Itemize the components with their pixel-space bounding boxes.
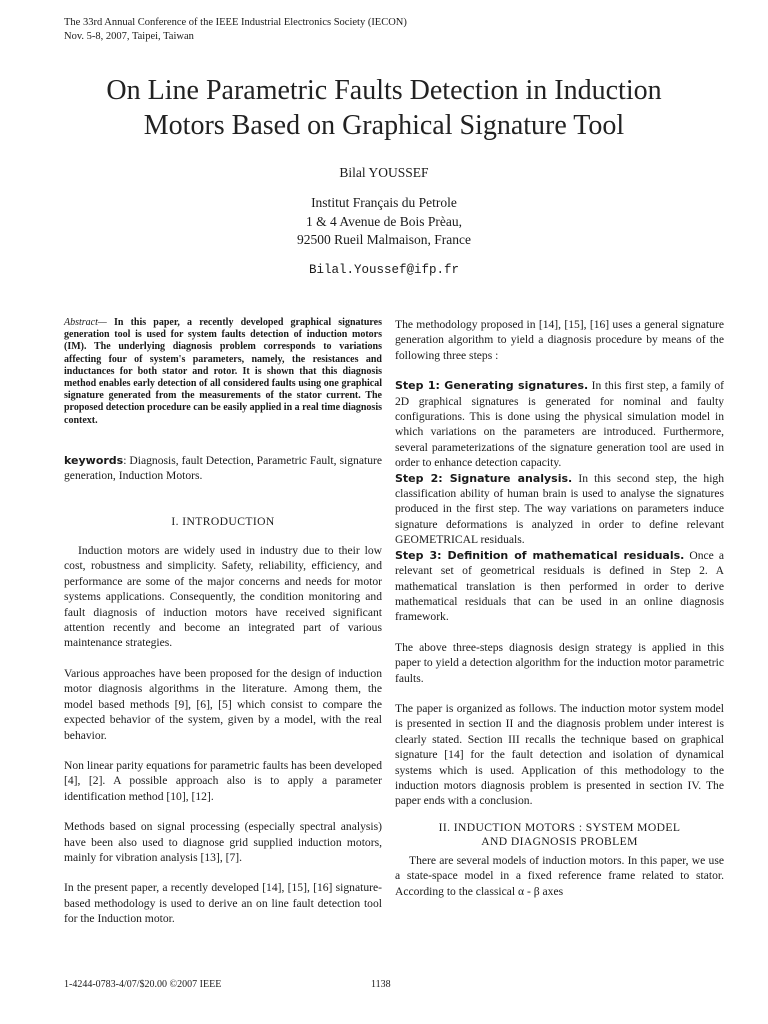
author-email: Bilal.Youssef@ifp.fr bbox=[308, 263, 460, 277]
section-heading-introduction: I. INTRODUCTION bbox=[171, 514, 275, 528]
summary-paragraph: The above three-steps diagnosis design strategy is applied in this paper to yield a detection algorithm for the induction motor parametric faults. bbox=[395, 640, 724, 685]
title-line-1: On Line Parametric Faults Detection in Induction bbox=[106, 75, 662, 106]
step-1-text: In this first step, a family of 2D graphical signatures is generated for nominal and faulty configurations. This is done using the physical simulation model in which variations on the parameters are introduced. Furthermore, several parameterizations of the signature generation tool are used in order to enhance detection capacity. bbox=[395, 379, 724, 470]
conference-header bbox=[64, 16, 407, 44]
paper-title bbox=[30, 73, 738, 143]
step-3 bbox=[395, 548, 724, 625]
step-1-label: Step 1: Generating signatures. bbox=[395, 379, 589, 393]
step-2-label: Step 2: Signature analysis. bbox=[395, 471, 573, 485]
step-3-text: Once a relevant set of geometrical residuals is defined in Step 2. A mathematical translation is then performed in order to derive mathematical residuals that can be used in an online diagnosis framework. bbox=[395, 548, 724, 624]
step-1 bbox=[395, 378, 724, 470]
intro-paragraph-2: Various approaches have been proposed for the design of induction motor diagnosis algorithms in the literature. Among them, the model based methods [9], [6], [5] which consist to compare the expected behavior of the system, given by a model, with the real behavior. bbox=[64, 666, 382, 742]
affiliation-street: 1 & 4 Avenue de Bois Prèau, bbox=[305, 213, 463, 229]
intro-paragraph-3: Non linear parity equations for parametric faults has been developed [4], [2]. A possible approach also is to apply a parameter identification method [10], [12]. bbox=[64, 758, 382, 803]
abstract-label: Abstract— bbox=[64, 317, 107, 328]
page-number: 1138 bbox=[371, 979, 391, 990]
section-heading-line-1: II. INDUCTION MOTORS : SYSTEM MODEL bbox=[438, 820, 681, 834]
step-2-text: In this second step, the high classification ability of human brain is used to analyse the signatures produced in the first step. The way variations on parameters induce signature deformations is analyzed in order to define relevant GEOMETRICAL residuals. bbox=[395, 471, 725, 547]
methodology-paragraph: The methodology proposed in [14], [15], [16] uses a general signature generation algorithm to yield a diagnosis procedure by means of the following three steps : bbox=[395, 318, 724, 362]
copyright-footer: 1-4244-0783-4/07/$20.00 ©2007 IEEE bbox=[64, 979, 222, 990]
step-2 bbox=[395, 471, 724, 548]
affiliation bbox=[0, 194, 768, 250]
affiliation-city: 92500 Rueil Malmaison, France bbox=[297, 232, 471, 247]
right-column bbox=[395, 317, 724, 899]
section-2-paragraph: There are several models of induction motors. In this paper, we use a state-space model in a fixed reference frame related to stator. According to the classical α - β axes bbox=[395, 853, 724, 898]
author-name: Bilal YOUSSEF bbox=[339, 165, 429, 180]
title-line-2: Motors Based on Graphical Signature Tool bbox=[143, 110, 625, 141]
abstract bbox=[64, 317, 382, 427]
conference-date: Nov. 5-8, 2007, Taipei, Taiwan bbox=[64, 31, 194, 42]
keywords-label: keywords bbox=[64, 453, 124, 467]
section-heading-line-2: AND DIAGNOSIS PROBLEM bbox=[481, 834, 638, 848]
intro-paragraph-4: Methods based on signal processing (especially spectral analysis) have been also used to diagnose grid supplied induction motors, mainly for vibration analysis [13], [7]. bbox=[64, 820, 382, 864]
abstract-text: In this paper, a recently developed graphical signatures generation tool is used for system faults detection of induction motors (IM). The underlying diagnosis problem corresponds to variations affecting four of system's parameters, namely, the resistances and inductances for both stator and rotor. It is shown that this diagnosis method enables early detection of all considered faults using one graphical signature generated from the measurements of the stator current. The proposed detection procedure can be easily applied in a real time diagnosis context. bbox=[64, 317, 382, 426]
conference-name: The 33rd Annual Conference of the IEEE Industrial Electronics Society (IECON) bbox=[64, 17, 407, 28]
keywords bbox=[64, 453, 382, 484]
intro-paragraph-1: Induction motors are widely used in industry due to their low cost, robustness and simplicity. Safety, reliability, efficiency, and performance are some of the major concerns and needs for motor systems applications. Consequently, the condition monitoring and fault diagnosis of induction motors have received significant attention recently and become an integrated part of various maintenance strategies. bbox=[64, 544, 382, 650]
section-heading-induction-motors bbox=[395, 821, 724, 849]
affiliation-institute: Institut Français du Petrole bbox=[311, 195, 457, 210]
organization-paragraph: The paper is organized as follows. The induction motor system model is presented in section II and the diagnosis problem under interest is clearly stated. Section III recalls the technique based on graphical signature [14] for the fault detection and isolation of dynamical systems which is used. Application of this methodology to the induction motors diagnosis problem is presented in section IV. The paper ends with a conclusion. bbox=[395, 701, 724, 808]
intro-paragraph-5: In the present paper, a recently developed [14], [15], [16] signature-based methodology is used to derive an on line fault detection tool for the Induction motor. bbox=[64, 881, 382, 926]
left-column bbox=[64, 317, 382, 927]
keywords-text: : Diagnosis, fault Detection, Parametric Fault, signature generation, Induction Motors. bbox=[64, 453, 382, 483]
step-3-label: Step 3: Definition of mathematical residuals. bbox=[395, 548, 685, 562]
